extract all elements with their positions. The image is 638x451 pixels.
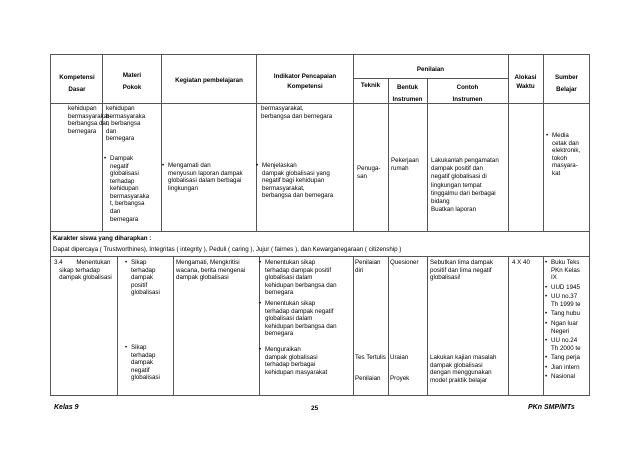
row2-kegiatan: Mengamati, Mengkritisi wacana, berita mengenai dampak globalisasi bbox=[176, 259, 246, 282]
row2-sumber-list bbox=[551, 259, 589, 381]
header-kegiatan: Kegiatan pembelajaran bbox=[175, 77, 243, 84]
karakter-top-line bbox=[50, 231, 590, 232]
header-bentuk: Bentuk Instrumen bbox=[392, 84, 423, 103]
row2-indikator-bullet2: • Menentukan sikap terhadap dampak negatif globalisasi dalam kehidupan berbangsa dan bernegara bbox=[265, 300, 337, 338]
row1-bentuk: Pekerjaan rumah bbox=[391, 157, 419, 172]
row2-bentuk3: Proyek bbox=[390, 375, 410, 382]
karakter-text: Dapat dipercaya ( Trustworthines), Integritas ( integrity ), Peduli ( caring ), Jujur ( fairnes ), dan Kewarganegaraan ( citizenship ) bbox=[53, 246, 402, 253]
row2-indikator-bullet3: • Menguraikan dampak globalisasi terhadap berbagai kehidupan masyarakat bbox=[265, 346, 327, 376]
header-kompetensi: Kompetensi Dasar bbox=[59, 74, 95, 93]
penilaian-divider bbox=[353, 78, 508, 79]
col-divider-2b bbox=[173, 256, 174, 396]
row2-contoh1: Sebutkan lima dampak positif dan lima negatif globalisasi! bbox=[430, 259, 493, 282]
sumber-item-5: • Ngan luar Negeri bbox=[551, 320, 589, 335]
col-divider-5b bbox=[388, 256, 389, 396]
row2-teknik1: Penilaian diri bbox=[355, 259, 381, 274]
col-divider-7b bbox=[508, 256, 509, 396]
row2-materi-bullet2: • Sikap terhadap dampak negatif globalisasi bbox=[131, 344, 160, 382]
row2-kd: 3.4 Menentukan sikap terhadap dampak globalisasi bbox=[54, 259, 112, 282]
header-penilaian: Penilaian bbox=[416, 66, 445, 73]
row1-kd: kehidupan bermasyarakat berbangsa dan bernegara bbox=[68, 105, 110, 135]
row2-indikator-bullet1: • Menentukan sikap terhadap dampak positif globalisasi dalam kehidupan berbangsa dan bernegara bbox=[265, 259, 337, 297]
row2-bentuk2: Uraian bbox=[390, 354, 409, 361]
header-sumber: Sumber Belajar bbox=[554, 74, 579, 93]
header-indikator: Indikator Pencapaian Kompetensi bbox=[273, 73, 337, 90]
row2-materi-bullet1: • Sikap terhadap dampak positif globalisasi bbox=[131, 259, 160, 297]
header-divider bbox=[50, 103, 590, 104]
row2-contoh2: Lakukan kajian masalah dampak globalisasi dengan menggunakan model praktik belajar bbox=[430, 354, 497, 384]
karakter-title: Karakter siswa yang diharapkan : bbox=[53, 235, 152, 242]
row1-contoh: Lakukanlah pengamatan dampak positif dan negatif globalisasi di lingkungan tempat tinggalmu dari berbagai bidang Buatkan laporan bbox=[431, 157, 499, 214]
sumber-item-8: • Jian intern bbox=[551, 364, 589, 372]
sumber-item-6: • UU no.24 Th 2000 te bbox=[551, 337, 589, 352]
col-divider-8b bbox=[543, 256, 544, 396]
sumber-item-7: • Tang perja bbox=[551, 354, 589, 362]
karakter-bottom-line bbox=[50, 256, 590, 257]
col-divider-4 bbox=[353, 54, 354, 231]
sumber-item-3: • UU no.37 Th 1999 te bbox=[551, 293, 589, 308]
header-teknik: Teknik bbox=[360, 82, 381, 89]
row1-kegiatan-bullet: • Mengamati dan menyusun laporan dampak globalisasi dalam berbagai lingkungan bbox=[168, 162, 243, 192]
col-divider-1b bbox=[117, 256, 118, 396]
sumber-item-4: • Tang hubu bbox=[551, 310, 589, 318]
page-number: 25 bbox=[311, 405, 319, 412]
row2-alokasi: 4 X 40 bbox=[512, 259, 530, 266]
col-divider-6b bbox=[427, 256, 428, 396]
col-divider-4b bbox=[353, 256, 354, 396]
sumber-item-1: • Buku Teks PKn Kelas IX bbox=[551, 259, 589, 282]
sumber-item-9: • Nasional bbox=[551, 373, 589, 381]
footer-left: Kelas 9 bbox=[54, 404, 79, 411]
row1-indikator-top: bermasyarakat, berbangsa dan bernegara bbox=[261, 105, 333, 120]
row1-materi-bullet: • Dampak negatif globalisasi terhadap kehidupan bermasyaraka t, berbangsa dan bernegara bbox=[110, 155, 149, 223]
row2-teknik3: Penilaian bbox=[355, 375, 381, 382]
col-divider-3b bbox=[259, 256, 260, 396]
footer-right: PKn SMP/MTs bbox=[528, 404, 575, 411]
row2-teknik2: Tes Tertulis bbox=[355, 354, 386, 361]
sumber-item-2: • UUD 1945 bbox=[551, 284, 589, 292]
header-contoh: Contoh Instrumen bbox=[452, 84, 483, 103]
header-materi: Materi Pokok bbox=[122, 72, 142, 91]
header-alokasi: Alokasi Waktu bbox=[514, 74, 537, 91]
row1-teknik: Penuga- san bbox=[357, 165, 381, 180]
row1-materi-top: kehidupan bermasyaraka t, berbangsa dan bernegara bbox=[106, 105, 146, 143]
row1-indikator-bullet: • Menjelaskan dampak globalisasi yang negatif bagi kehidupan bermasyarakat, berbangsa dan bernegara bbox=[262, 162, 333, 200]
row1-sumber-bullet: • Media cetak dan elektronik, tokoh masyara- kat bbox=[552, 132, 580, 177]
row2-bentuk1: Quesioner bbox=[390, 259, 419, 266]
